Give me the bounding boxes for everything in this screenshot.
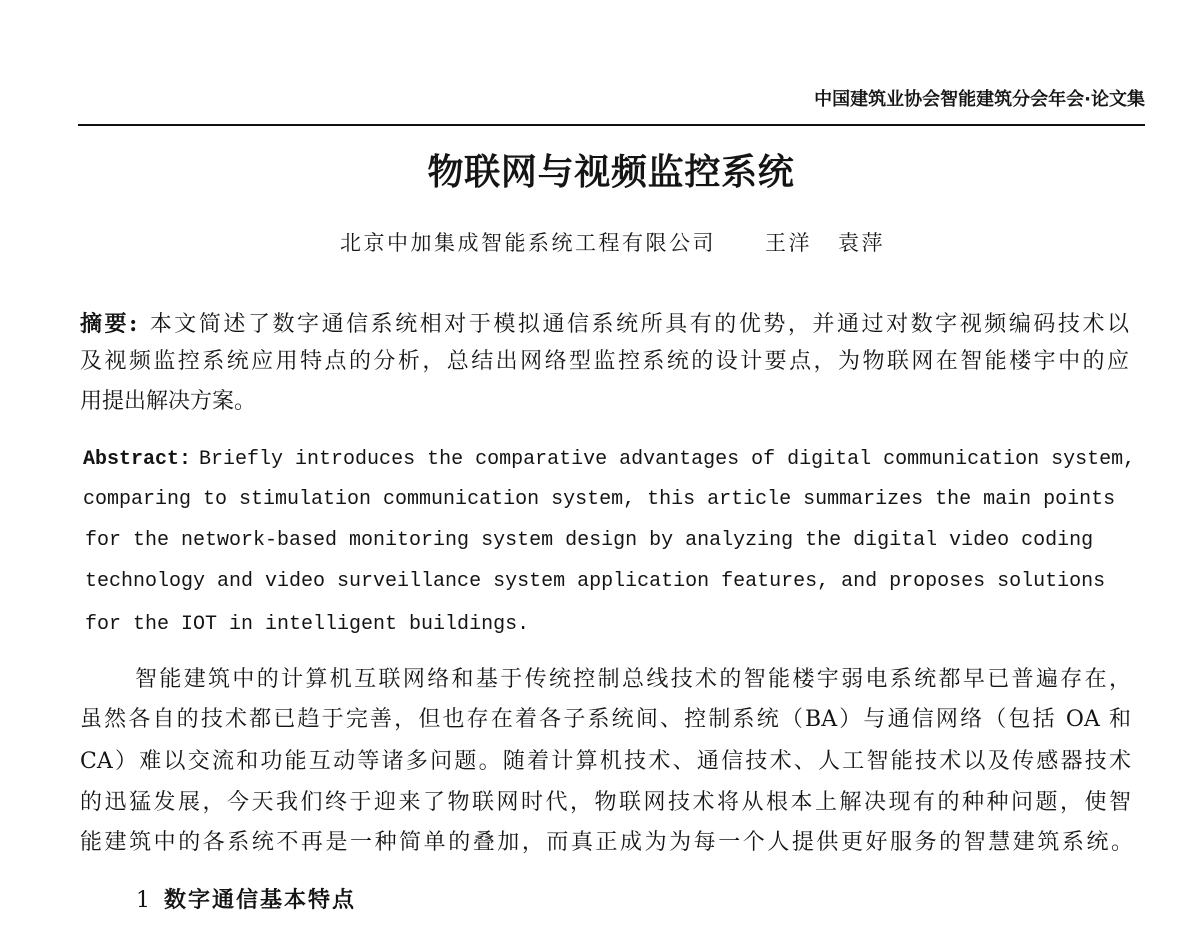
body-paragraph-line: 智能建筑中的计算机互联网络和基于传统控制总线技术的智能楼宇弱电系统都早已普遍存在， — [135, 667, 1131, 692]
abstract-cn-text: 本文简述了数字通信系统相对于模拟通信系统所具有的优势，并通过对数字视频编码技术以 — [147, 312, 1129, 337]
abstract-cn-line — [80, 308, 1129, 340]
body-paragraph-line: CA）难以交流和功能互动等诸多问题。随着计算机技术、通信技术、人工智能技术以及传感器技术 — [80, 749, 1131, 774]
abstract-en-line: for the network-based monitoring system design by analyzing the digital video coding — [85, 529, 1094, 552]
abstract-en-text: Briefly introduces the comparative advantages of digital communication system, — [199, 448, 1136, 471]
abstract-cn-line: 用提出解决方案。 — [80, 389, 257, 414]
body-paragraph-line: 虽然各自的技术都已趋于完善，但也存在着各子系统间、控制系统（BA）与通信网络（包括 OA 和 — [80, 707, 1131, 732]
body-paragraph-line: 的迅猛发展，今天我们终于迎来了物联网时代，物联网技术将从根本上解决现有的种种问题，使智 — [80, 790, 1131, 815]
abstract-en-line: comparing to stimulation communication system, this article summarizes the main points — [83, 488, 1116, 511]
body-paragraph-line: 能建筑中的各系统不再是一种简单的叠加，而真正成为为每一个人提供更好服务的智慧建筑系统。 — [80, 830, 1133, 855]
author-name: 王洋 — [765, 231, 812, 255]
abstract-en-line: for the IOT in intelligent buildings. — [85, 613, 530, 636]
abstract-en-line: technology and video surveillance system application features, and proposes solutions — [85, 570, 1106, 593]
abstract-en-line — [83, 445, 1135, 475]
section-heading — [136, 884, 356, 917]
section-heading-number: 1 — [136, 888, 152, 913]
running-header-title: 中国建筑业协会智能建筑分会年会·论文集 — [814, 89, 1145, 110]
abstract-cn-line: 及视频监控系统应用特点的分析，总结出网络型监控系统的设计要点，为物联网在智能楼宇中的应 — [80, 349, 1129, 374]
author-name: 袁萍 — [838, 231, 885, 255]
section-heading-title: 数字通信基本特点 — [164, 887, 357, 913]
abstract-cn-label: 摘要: — [80, 311, 138, 337]
header-rule — [78, 124, 1145, 126]
paper-title: 物联网与视频监控系统 — [427, 151, 795, 193]
abstract-en-label: Abstract: — [83, 448, 192, 471]
author-affiliation: 北京中加集成智能系统工程有限公司 — [340, 231, 716, 255]
